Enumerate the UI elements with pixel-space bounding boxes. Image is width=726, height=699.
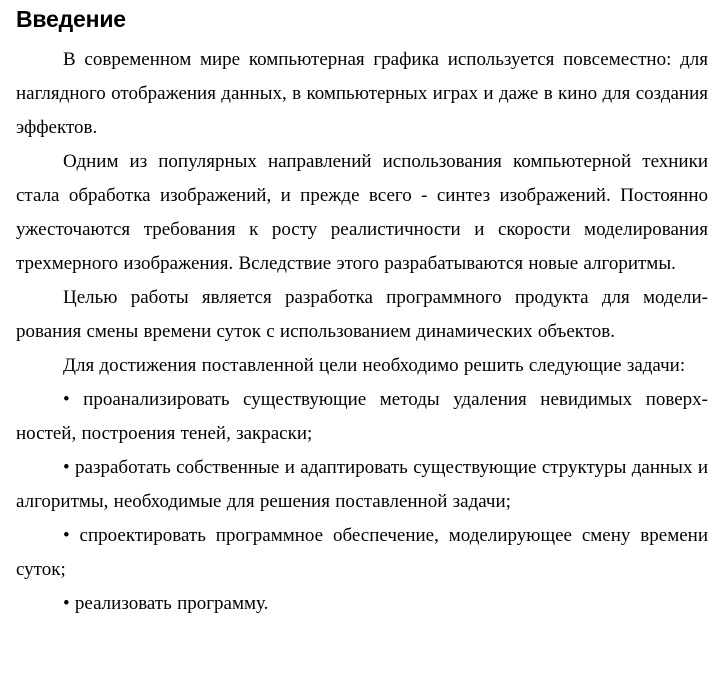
task-bullet-design: • спроектировать программное обеспечение, моделирующее смену времени суток; [16, 525, 708, 580]
paragraph-intro: В современном мире компьютерная графика используется повсеместно: для наглядного отображения данных, в компьютерных играх и даже в кино для создания эффектов. [16, 49, 708, 138]
section-heading: Введение [16, 6, 126, 32]
task-bullet-analyze: • проанализировать существующие методы удаления невидимых поверхностей, построения теней, закраски; [16, 389, 708, 444]
paragraph-tasks-intro: Для достижения поставленной цели необходимо решить следующие задачи: [63, 355, 686, 376]
task-bullet-implement: • реализовать программу. [63, 593, 269, 614]
paragraph-goal: Целью работы является разработка программного продукта для моделирования смены времени суток с использованием динамических объектов. [16, 287, 708, 342]
task-bullet-develop: • разработать собственные и адаптировать существующие структуры данных и алгоритмы, необходимые для решения поставленной задачи; [16, 457, 708, 512]
section-body [16, 43, 708, 621]
paragraph-image-processing: Одним из популярных направлений использования компьютерной техники стала обработка изображений, и прежде всего - синтез изображений. Постоянно ужесточаются требования к росту реалистичности и скорости моделирования трехмерного изображения. Вследствие этого разрабатываются новые алгоритмы. [16, 151, 708, 274]
